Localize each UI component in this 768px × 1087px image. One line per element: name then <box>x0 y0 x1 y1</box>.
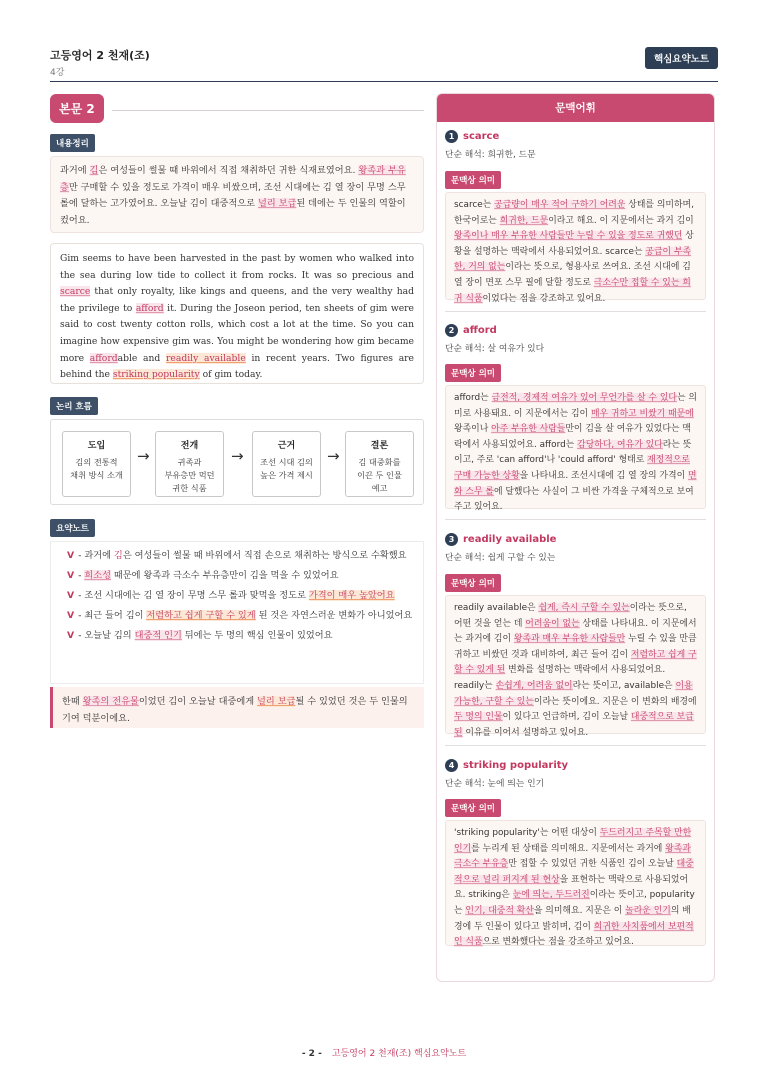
summary-notes <box>50 541 424 684</box>
footer-text: 고등영어 2 천재(조) 핵심요약노트 <box>331 1049 467 1059</box>
highlighted-term: 대중적으로 보급된 <box>454 712 694 738</box>
meaning-label: 문맥상 의미 <box>445 171 501 189</box>
highlighted-term: 손쉽게, 어려움 없이 <box>495 680 573 691</box>
highlighted-term: 인기, 대중적 확산 <box>465 905 534 916</box>
arrow-icon: → <box>137 447 150 465</box>
english-passage <box>50 243 424 384</box>
highlighted-term: 대중적으로 널리 퍼지게 된 현상 <box>454 859 694 885</box>
arrow-icon: → <box>327 447 340 465</box>
flow-step-title: 결론 <box>370 441 389 451</box>
text-run: 을 표현하는 맥락으로 사용되었어요. striking은 <box>454 874 689 901</box>
note-text <box>78 570 338 581</box>
highlighted-term: 눈에 띄는, 두드러진 <box>512 890 590 901</box>
vocab-entry <box>437 531 714 738</box>
text-run: 이유를 이어서 설명하고 있어요. <box>462 727 589 738</box>
highlighted-term: 대중적 인기 <box>134 630 182 641</box>
text-run: - 최근 들어 김이 <box>78 610 147 621</box>
vocab-word: readily available <box>463 533 557 545</box>
text-run: 상태를 의미하며, 한국어로는 <box>454 200 694 226</box>
summary-label: 내용정리 <box>50 134 95 152</box>
vocab-word: scarce <box>463 130 500 142</box>
flow-step-desc: 조선 시대 김의 높은 가격 제시 <box>260 457 313 480</box>
arrow-icon: → <box>231 447 244 465</box>
vocab-heading: 문맥어휘 <box>437 94 714 122</box>
text-run: of gim today. <box>199 369 263 381</box>
flow-label: 논리 흐름 <box>50 397 98 415</box>
highlighted-term: 저렴하고 쉽게 구할 수 있게 된 <box>454 649 697 676</box>
highlighted-term: 희소성 <box>84 570 112 581</box>
text-run: 상태를 나타내요. 이 지문에서는 과거에 김이 <box>454 618 697 645</box>
flow-step-title: 근거 <box>277 441 296 451</box>
text-run: readily available은 <box>454 603 539 613</box>
simple-meaning: 단순 해석: 눈에 띄는 인기 <box>445 779 545 789</box>
page-header <box>50 42 718 82</box>
flow-step-intro <box>62 431 131 497</box>
text-run: - 오늘날 김의 <box>78 630 135 641</box>
text-run: 을 의미해요. 지문은 이 <box>533 905 626 916</box>
text-run: 라는 뜻이고, 주로 'can afford'나 'could afford' 형태로 <box>454 439 692 466</box>
text-run: - 조선 시대에는 김 열 장이 무명 스무 롤과 맞먹을 정도로 <box>78 590 309 601</box>
text-run: 'striking popularity'는 어떤 대상이 <box>454 828 600 838</box>
highlighted-term: 왕족의 전유물 <box>82 696 139 707</box>
flow-step-desc: 김의 전통적 채취 방식 소개 <box>70 457 123 480</box>
highlighted-term: 면화 스무 롤 <box>454 470 697 497</box>
notes-label: 요약노트 <box>50 519 95 537</box>
text-run: - 과거에 <box>78 550 114 561</box>
vocab-entry <box>437 322 714 513</box>
highlighted-term: 왕족과 부유층 <box>60 165 406 193</box>
text-run: 뒤에는 두 명의 핵심 인물이 있었어요 <box>181 630 333 641</box>
highlighted-term: afford <box>89 352 118 364</box>
divider <box>112 110 424 111</box>
highlighted-term: 왕족과 매우 부유한 사람들만 <box>513 634 626 645</box>
text-run: 라는 뜻이고, available은 <box>572 680 676 691</box>
key-term: 김 <box>113 550 123 561</box>
highlighted-phrase: 널리 보급 <box>257 696 296 707</box>
text-run: 으로 변화했다는 점을 강조하고 있어요. <box>482 937 634 948</box>
highlighted-term: 공급이 부족한, 거의 없는 <box>454 246 692 273</box>
left-column <box>50 91 424 728</box>
context-meaning <box>445 820 706 946</box>
text-run: 때문에 왕족과 극소수 부유층만이 김을 먹을 수 있었어요 <box>111 570 339 581</box>
flow-step-title: 도입 <box>87 441 106 451</box>
highlighted-term: 극소수만 접할 수 있는 희귀 식품 <box>454 277 691 304</box>
text-run: - <box>78 570 85 581</box>
closing-note <box>50 687 424 728</box>
simple-meaning: 단순 해석: 희귀한, 드문 <box>445 150 536 160</box>
flow-step-desc: 귀족과 부유층만 먹던 귀한 식품 <box>164 457 215 493</box>
highlighted-term: 왕족과 극소수 부유층 <box>454 843 691 870</box>
flow-step-desc: 김 대중화를 이끈 두 인물 예고 <box>357 457 402 493</box>
text-run: 이라는 뜻이고, popularity는 <box>454 890 695 916</box>
highlighted-term: 어려움이 없는 <box>525 618 580 629</box>
highlighted-term: 왕족이나 매우 부유한 사람들만 누릴 수 있을 정도로 귀했던 <box>454 231 683 242</box>
text-run: 이 있다고 언급하며, 김이 오늘날 <box>502 712 631 723</box>
text-run: 만이 김을 살 여유가 있었다는 맥락에서 사용되었어요. afford는 <box>454 424 691 450</box>
text-run: afford는 <box>454 393 492 403</box>
highlighted-term: 희귀한, 드문 <box>499 215 549 226</box>
vocab-panel <box>436 93 715 982</box>
highlighted-term: 아주 부유한 사람들 <box>491 424 566 435</box>
page-number: - 2 - <box>301 1049 322 1059</box>
text-run: 을 나타내요. 조선시대에 김 열 장의 가격이 <box>519 470 688 481</box>
highlighted-term: 공급량이 매우 적어 구하기 어려운 <box>494 200 626 210</box>
text-run: 은 여성들이 썰물 때 바위에서 직접 채취하던 귀한 식재료였어요. <box>98 165 359 176</box>
highlighted-term: 쉽게, 즉시 구할 수 있는 <box>538 603 630 613</box>
note-bullet <box>59 568 415 584</box>
context-meaning <box>445 595 706 738</box>
text-run: 만 접할 수 있었던 귀한 식품인 김이 오늘날 <box>508 859 677 870</box>
note-bullet <box>59 628 415 644</box>
text-run: in recent years. Two figures are behind the <box>60 352 414 381</box>
text-run: 를 누리게 된 상태를 의미해요. 지문에서는 과거에 <box>471 843 666 854</box>
text-run: 만 구매할 수 있을 정도로 가격이 매우 비쌌으며, 조선 시대에는 김 열 장이 무명 스무 롤에 달하는 고가였어요. 오늘날 김이 대중적으로 <box>60 181 406 209</box>
flow-step-development <box>155 431 224 497</box>
text-run: it. During the Joseon period, ten sheets of gim were said to cost twenty cotton rolls, which cost a lot at the time. So you can imagine how expensive gim was. You might be wondering how gim became more <box>60 302 414 364</box>
flow-step-conclusion <box>345 431 414 497</box>
text-run: 이라는 뜻이에요. 지문은 이 변화의 배경에 <box>533 696 697 707</box>
highlighted-term: 이용 가능한, 구할 수 있는 <box>454 680 693 707</box>
highlighted-phrase: striking popularity <box>112 369 200 381</box>
text-run: 이라는 뜻으로, 어떤 것을 얻는 데 <box>454 603 687 629</box>
entry-number: 4 <box>445 759 458 772</box>
text-run: 이라고 해요. 이 지문에서는 과거 김이 <box>548 215 694 226</box>
flow-step-title: 전개 <box>180 441 199 451</box>
doc-title: 고등영어 2 천재(조) <box>50 49 150 62</box>
highlighted-phrase: readily available <box>166 352 246 364</box>
highlighted-term: scarce <box>60 286 91 298</box>
highlighted-term: 김 <box>89 165 99 176</box>
check-mark-icon: V <box>67 590 75 601</box>
meaning-label: 문맥상 의미 <box>445 799 501 817</box>
text-run: 는 의미로 사용돼요. 이 지문에서는 김이 <box>454 393 697 419</box>
text-run: 이었다는 점을 강조하고 있어요. <box>482 293 606 304</box>
passage-title: 본문 2 <box>50 94 104 123</box>
text-run: 상황을 설명하는 맥락에서 사용되었어요. scarce는 <box>454 231 694 257</box>
lesson-number: 4강 <box>50 68 65 78</box>
divider <box>445 745 706 746</box>
highlighted-term: 희귀한 사치품에서 보편적인 식품 <box>454 921 694 948</box>
note-text <box>78 550 406 561</box>
highlighted-phrase: 가격이 매우 높았어요 <box>308 590 395 601</box>
simple-meaning: 단순 해석: 살 여유가 있다 <box>445 344 545 354</box>
note-bullet <box>59 548 415 564</box>
entry-number: 2 <box>445 324 458 337</box>
entry-number: 3 <box>445 533 458 546</box>
highlighted-term: 금전적, 경제적 여유가 있어 무언가를 살 수 있다 <box>491 393 677 403</box>
highlighted-phrase: 저렴하고 쉽게 구할 수 있게 <box>146 610 256 621</box>
text-run: able and <box>117 352 167 364</box>
context-meaning <box>445 192 706 304</box>
text-run: 이라는 뜻으로, 형용사로 쓰여요. 조선 시대에 김 열 장이 면포 스무 필에 달할 정도로 <box>454 262 691 288</box>
vocab-word: afford <box>463 324 497 336</box>
korean-summary <box>50 156 424 233</box>
divider <box>445 519 706 520</box>
text-run: 된 데에는 두 인물의 역할이 컸어요. <box>60 198 406 226</box>
flow-step-evidence <box>252 431 321 497</box>
highlighted-term: 두드러지고 주목할 만한 인기 <box>454 828 692 854</box>
text-run: that only royalty, like kings and queens, and the very wealthy had the privilege to <box>60 286 414 314</box>
entry-number: 1 <box>445 130 458 143</box>
text-run: 에 달했다는 사실이 그 비싼 가격을 구체적으로 보여주고 있어요. <box>454 486 694 513</box>
check-mark-icon: V <box>67 570 75 581</box>
highlighted-term: 널리 보급 <box>257 198 297 209</box>
note-text <box>78 610 412 621</box>
text-run: 은 여성들이 썰물 때 바위에서 직접 손으로 채취하는 방식으로 수확했요 <box>122 550 407 561</box>
vocab-entry <box>437 757 714 946</box>
highlighted-term: 감당하다, 여유가 있다 <box>577 439 663 450</box>
vocab-word: striking popularity <box>463 759 569 771</box>
simple-meaning: 단순 해석: 쉽게 구할 수 있는 <box>445 553 556 563</box>
text-run: scarce는 <box>454 200 495 210</box>
check-mark-icon: V <box>67 630 75 641</box>
highlighted-term: 두 명의 인물 <box>454 712 503 723</box>
note-text <box>78 630 332 641</box>
context-meaning <box>445 385 706 513</box>
meaning-label: 문맥상 의미 <box>445 574 501 592</box>
text-run: 된 것은 자연스러운 변화가 아니었어요 <box>255 610 413 621</box>
highlighted-term: 놀라운 인기 <box>625 905 671 916</box>
text-run: 과거에 <box>60 165 90 176</box>
highlighted-term: 재정적으로 구매 가능한 상황 <box>454 455 690 481</box>
text-run: 한때 <box>62 696 83 707</box>
note-text <box>78 590 394 601</box>
text-run: 누릴 수 있을 만큼 귀하고 비쌌던 것과 대비하여, 최근 들어 김이 <box>454 634 697 660</box>
divider <box>445 311 706 312</box>
text-run: 의 배경에 두 인물이 있다고 밝히며, 김이 <box>454 905 691 932</box>
highlighted-term: 매우 귀하고 비쌌기 때문에 <box>590 408 694 419</box>
text-run: 변화를 설명하는 맥락에서 사용되었어요. readily는 <box>454 665 666 691</box>
vocab-entry <box>437 128 714 304</box>
doc-badge: 핵심요약노트 <box>645 47 718 69</box>
text-run: 왕족이나 <box>454 424 492 435</box>
highlighted-term: afford <box>135 302 164 314</box>
meaning-label: 문맥상 의미 <box>445 364 501 382</box>
note-bullet <box>59 588 415 604</box>
text-run: 될 수 있었던 것은 두 인물의 기여 덕분이에요. <box>62 696 408 724</box>
logic-flow <box>50 419 424 505</box>
note-bullet <box>59 608 415 624</box>
text-run: Gim seems to have been harvested in the past by women who walked into the sea during low tide to collect it from rocks. It was so precious and <box>60 253 414 281</box>
check-mark-icon: V <box>67 550 75 561</box>
text-run: 이었던 김이 오늘날 대중에게 <box>138 696 258 707</box>
page-footer <box>0 1046 768 1059</box>
check-mark-icon: V <box>67 610 75 621</box>
